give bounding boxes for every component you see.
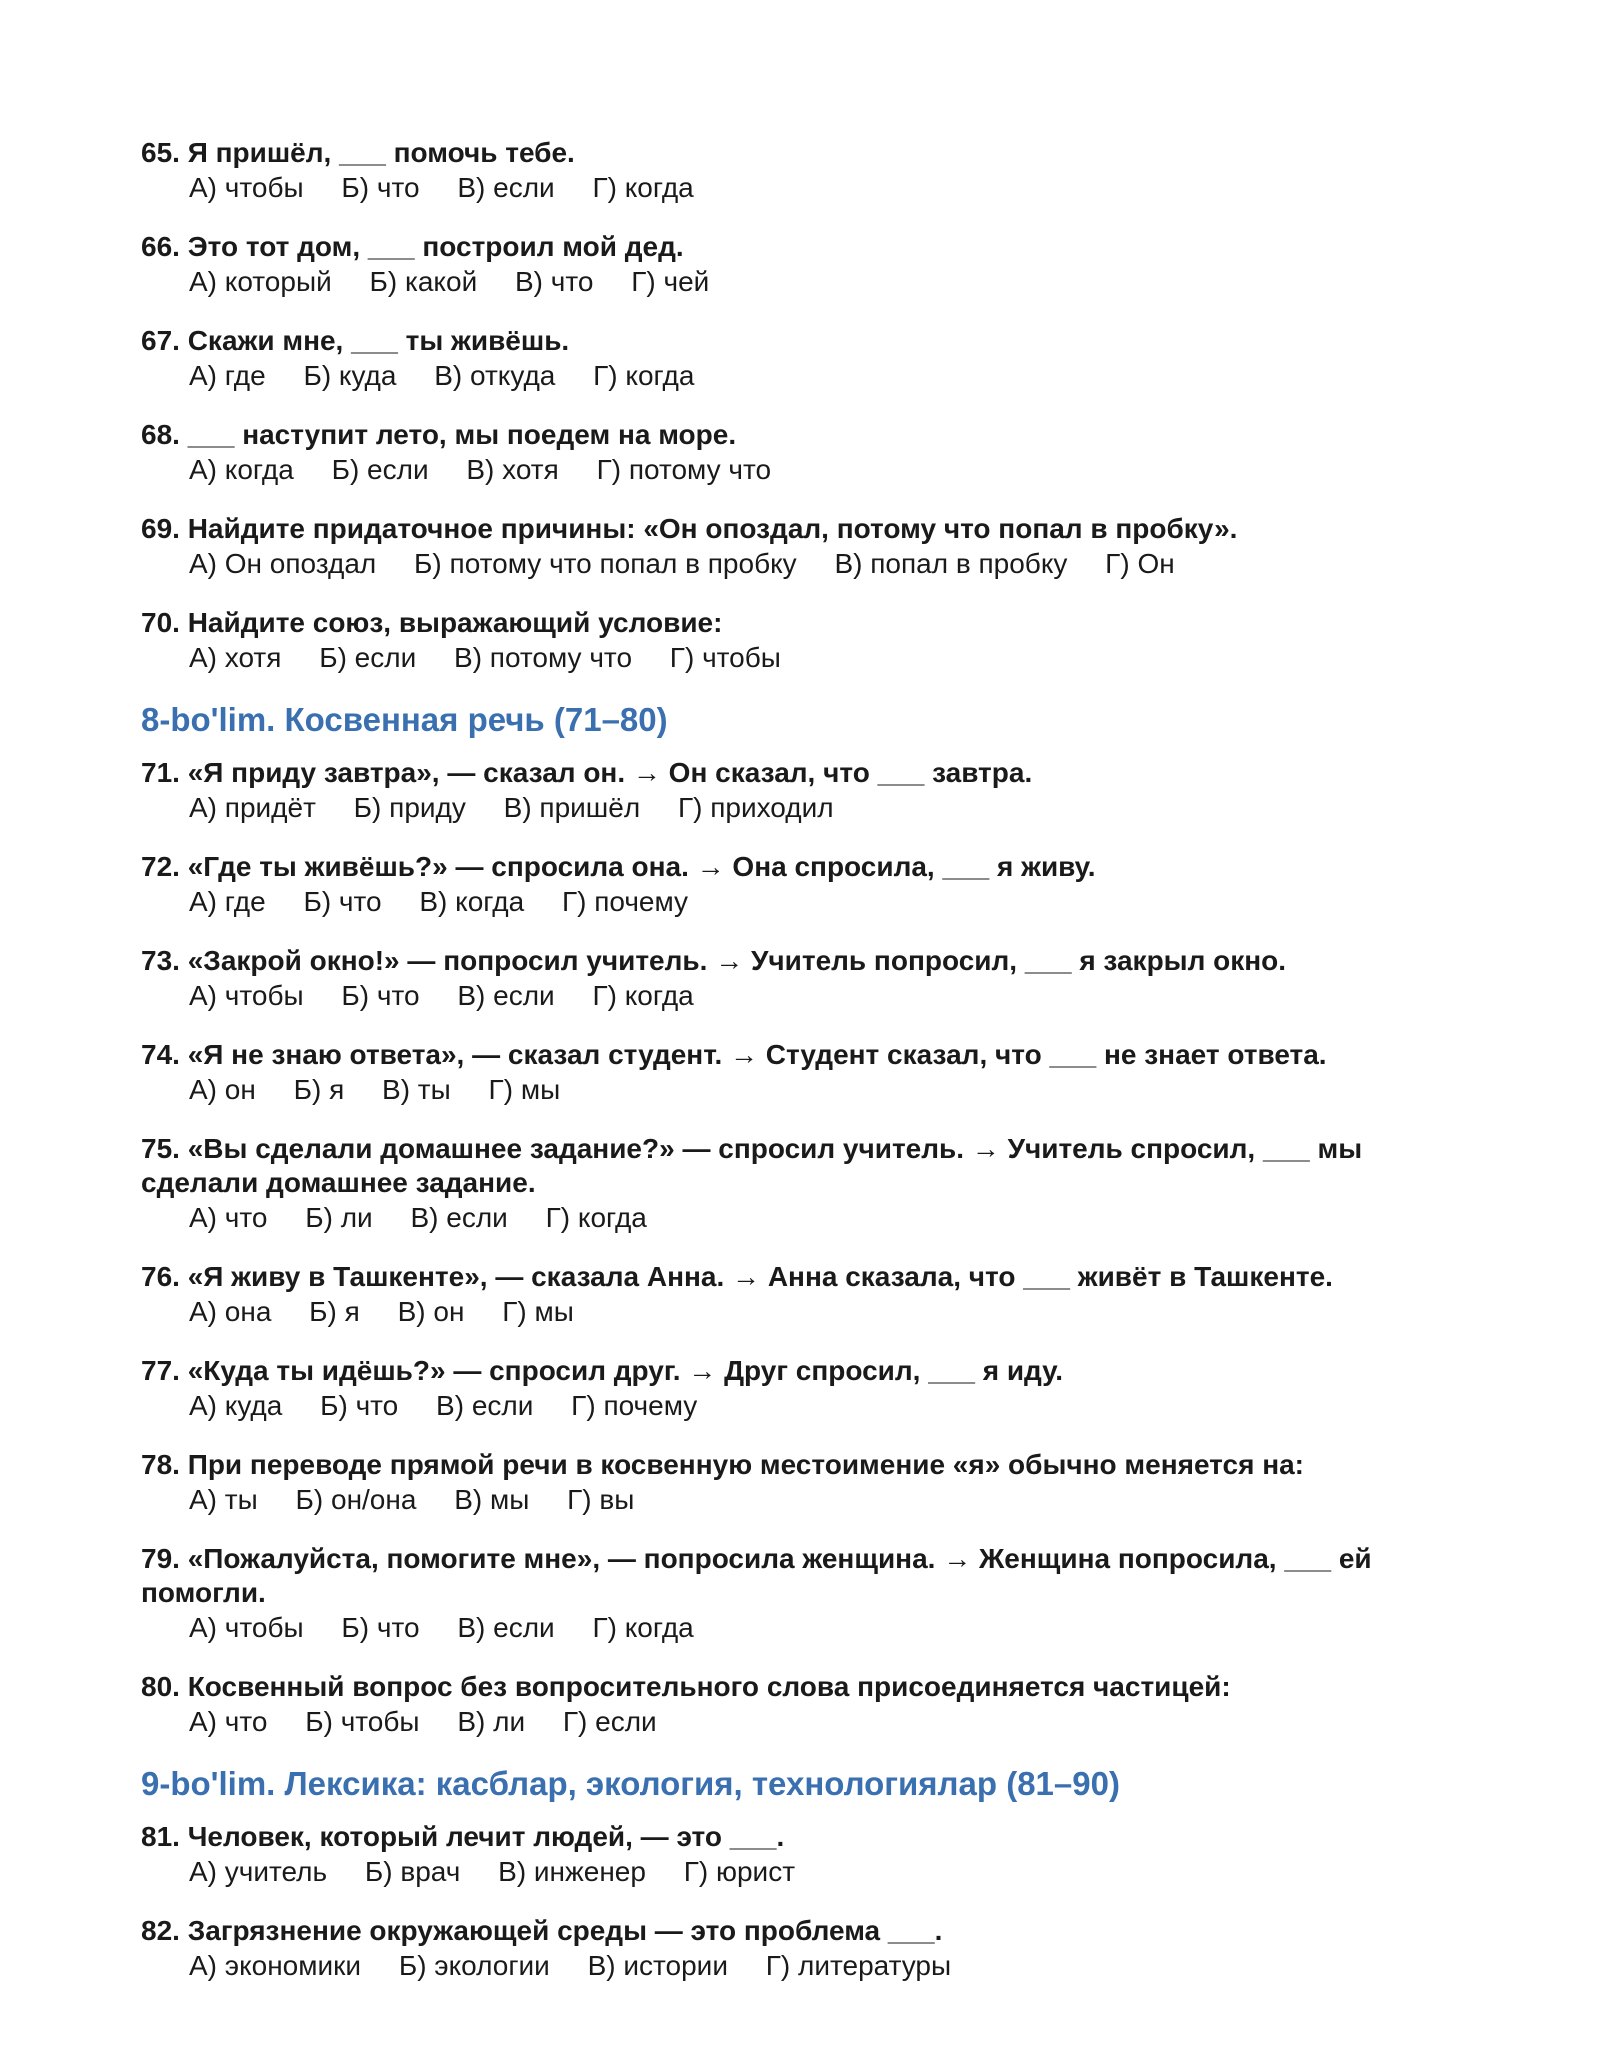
question-71 xyxy=(141,756,1441,826)
question-81 xyxy=(141,1820,1441,1890)
option-g: Г) литературы xyxy=(765,1950,952,1981)
question-text: 79. «Пожалуйста, помогите мне», — попросила женщина. → Женщина попросила, ___ ей помогли. xyxy=(141,1543,1372,1608)
question-text: 78. При переводе прямой речи в косвенную местоимение «я» обычно меняется на: xyxy=(141,1449,1304,1480)
option-a: А) ты xyxy=(189,1484,258,1515)
option-b: Б) потому что попал в пробку xyxy=(414,548,797,579)
option-g: Г) чей xyxy=(631,266,710,297)
option-g: Г) мы xyxy=(502,1296,574,1327)
option-v: В) истории xyxy=(587,1950,728,1981)
answer-options xyxy=(189,884,1441,920)
option-b: Б) что xyxy=(341,980,420,1011)
question-69 xyxy=(141,512,1441,582)
option-g: Г) мы xyxy=(488,1074,561,1105)
option-a: А) хотя xyxy=(189,642,282,673)
answer-options xyxy=(189,1072,1441,1108)
option-v: В) если xyxy=(457,172,555,203)
answer-options xyxy=(189,170,1441,206)
question-80 xyxy=(141,1670,1441,1740)
option-b: Б) я xyxy=(293,1074,345,1105)
option-b: Б) если xyxy=(319,642,417,673)
option-v: В) хотя xyxy=(466,454,559,485)
answer-options xyxy=(189,1610,1441,1646)
answer-options xyxy=(189,546,1441,582)
option-v: В) ты xyxy=(382,1074,451,1105)
option-b: Б) приду xyxy=(353,792,466,823)
question-text: 67. Скажи мне, ___ ты живёшь. xyxy=(141,325,570,356)
question-text: 75. «Вы сделали домашнее задание?» — спросил учитель. → Учитель спросил, ___ мы сделали домашнее задание. xyxy=(141,1133,1363,1198)
question-text: 82. Загрязнение окружающей среды — это проблема ___. xyxy=(141,1915,943,1946)
question-text: 72. «Где ты живёшь?» — спросила она. → Она спросила, ___ я живу. xyxy=(141,851,1096,882)
question-text: 80. Косвенный вопрос без вопросительного слова присоединяется частицей: xyxy=(141,1671,1231,1702)
question-list xyxy=(141,136,1441,2008)
option-v: В) мы xyxy=(454,1484,530,1515)
option-v: В) откуда xyxy=(434,360,556,391)
option-a: А) экономики xyxy=(189,1950,362,1981)
option-g: Г) когда xyxy=(593,360,695,391)
option-a: А) она xyxy=(189,1296,272,1327)
option-g: Г) чтобы xyxy=(669,642,781,673)
answer-options xyxy=(189,1482,1441,1518)
option-a: А) чтобы xyxy=(189,172,304,203)
question-text: 76. «Я живу в Ташкенте», — сказала Анна. → Анна сказала, что ___ живёт в Ташкенте. xyxy=(141,1261,1333,1292)
question-82 xyxy=(141,1914,1441,1984)
question-text: 73. «Закрой окно!» — попросил учитель. → Учитель попросил, ___ я закрыл окно. xyxy=(141,945,1287,976)
question-78 xyxy=(141,1448,1441,1518)
option-a: А) который xyxy=(189,266,332,297)
question-text: 69. Найдите придаточное причины: «Он опоздал, потому что попал в пробку». xyxy=(141,513,1238,544)
option-g: Г) потому что xyxy=(596,454,772,485)
answer-options xyxy=(189,1704,1441,1740)
option-a: А) чтобы xyxy=(189,1612,304,1643)
question-text: 77. «Куда ты идёшь?» — спросил друг. → Друг спросил, ___ я иду. xyxy=(141,1355,1064,1386)
option-a: А) когда xyxy=(189,454,294,485)
option-b: Б) куда xyxy=(303,360,397,391)
option-g: Г) когда xyxy=(545,1202,647,1233)
option-a: А) что xyxy=(189,1706,268,1737)
option-a: А) где xyxy=(189,360,266,391)
answer-options xyxy=(189,452,1441,488)
question-text: 74. «Я не знаю ответа», — сказал студент. → Студент сказал, что ___ не знает ответа. xyxy=(141,1039,1327,1070)
question-79 xyxy=(141,1542,1441,1646)
answer-options xyxy=(189,1388,1441,1424)
question-74 xyxy=(141,1038,1441,1108)
option-a: А) учитель xyxy=(189,1856,328,1887)
answer-options xyxy=(189,640,1441,676)
option-b: Б) что xyxy=(341,1612,420,1643)
option-a: А) чтобы xyxy=(189,980,304,1011)
question-text: 81. Человек, который лечит людей, — это ___. xyxy=(141,1821,785,1852)
option-v: В) что xyxy=(515,266,594,297)
question-text: 70. Найдите союз, выражающий условие: xyxy=(141,607,723,638)
option-v: В) потому что xyxy=(454,642,633,673)
option-b: Б) какой xyxy=(369,266,478,297)
option-g: Г) почему xyxy=(561,886,689,917)
option-b: Б) что xyxy=(320,1390,399,1421)
option-g: Г) когда xyxy=(592,1612,694,1643)
option-g: Г) приходил xyxy=(677,792,834,823)
option-g: Г) вы xyxy=(567,1484,635,1515)
option-v: В) инженер xyxy=(498,1856,646,1887)
answer-options xyxy=(189,978,1441,1014)
option-g: Г) юрист xyxy=(683,1856,796,1887)
option-b: Б) я xyxy=(309,1296,360,1327)
question-text: 68. ___ наступит лето, мы поедем на море. xyxy=(141,419,737,450)
question-72 xyxy=(141,850,1441,920)
question-73 xyxy=(141,944,1441,1014)
option-b: Б) он/она xyxy=(295,1484,417,1515)
answer-options xyxy=(189,1854,1441,1890)
option-v: В) пришёл xyxy=(503,792,641,823)
question-text: 65. Я пришёл, ___ помочь тебе. xyxy=(141,137,575,168)
option-g: Г) когда xyxy=(592,980,694,1011)
option-g: Г) почему xyxy=(571,1390,698,1421)
section-heading-8: 8-bo'lim. Косвенная речь (71–80) xyxy=(141,701,668,738)
answer-options xyxy=(189,1948,1441,1984)
option-v: В) если xyxy=(457,980,555,1011)
option-a: А) где xyxy=(189,886,266,917)
option-v: В) если xyxy=(457,1612,555,1643)
option-a: А) Он опоздал xyxy=(189,548,377,579)
answer-options xyxy=(189,1200,1441,1236)
option-b: Б) врач xyxy=(364,1856,461,1887)
option-g: Г) если xyxy=(562,1706,657,1737)
question-text: 71. «Я приду завтра», — сказал он. → Он сказал, что ___ завтра. xyxy=(141,757,1033,788)
question-68 xyxy=(141,418,1441,488)
option-b: Б) чтобы xyxy=(305,1706,420,1737)
question-text: 66. Это тот дом, ___ построил мой дед. xyxy=(141,231,684,262)
question-66 xyxy=(141,230,1441,300)
option-b: Б) экологии xyxy=(398,1950,550,1981)
question-76 xyxy=(141,1260,1441,1330)
question-65 xyxy=(141,136,1441,206)
answer-options xyxy=(189,1294,1441,1330)
answer-options xyxy=(189,358,1441,394)
option-b: Б) ли xyxy=(305,1202,373,1233)
option-a: А) куда xyxy=(189,1390,283,1421)
answer-options xyxy=(189,264,1441,300)
option-v: В) ли xyxy=(457,1706,526,1737)
option-b: Б) если xyxy=(331,454,429,485)
question-67 xyxy=(141,324,1441,394)
option-v: В) если xyxy=(436,1390,534,1421)
option-b: Б) что xyxy=(303,886,382,917)
option-g: Г) когда xyxy=(592,172,694,203)
option-v: В) попал в пробку xyxy=(834,548,1068,579)
section-heading-9: 9-bo'lim. Лексика: касблар, экология, технологиялар (81–90) xyxy=(141,1765,1120,1802)
answer-options xyxy=(189,790,1441,826)
option-g: Г) Он xyxy=(1105,548,1175,579)
option-a: А) придёт xyxy=(189,792,316,823)
option-v: В) он xyxy=(397,1296,465,1327)
option-v: В) когда xyxy=(419,886,525,917)
option-v: В) если xyxy=(410,1202,508,1233)
option-b: Б) что xyxy=(341,172,420,203)
option-a: А) он xyxy=(189,1074,256,1105)
question-77 xyxy=(141,1354,1441,1424)
question-75 xyxy=(141,1132,1441,1236)
question-70 xyxy=(141,606,1441,676)
option-a: А) что xyxy=(189,1202,268,1233)
